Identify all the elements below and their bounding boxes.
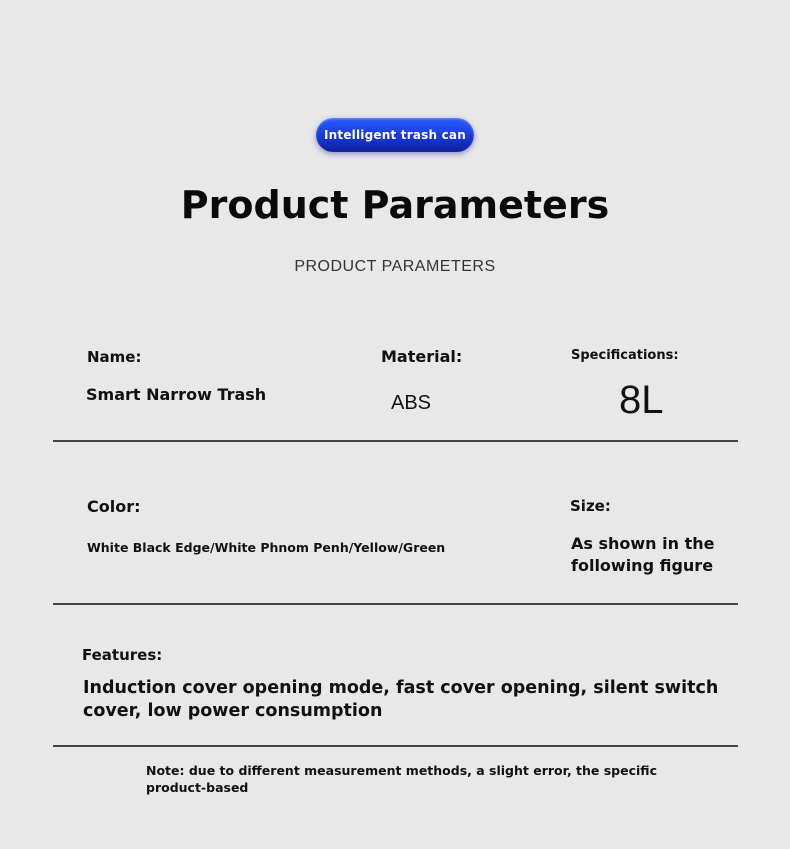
size-value-line2: following figure [571,556,714,575]
category-badge: Intelligent trash can [316,118,474,152]
material-value: ABS [391,392,432,414]
name-value: Smart Narrow Trash [86,385,267,404]
color-label: Color: [87,497,141,516]
divider [53,745,738,747]
note-line1: Note: due to different measurement methods, a slight error, the specific [146,763,657,778]
size-value-line1: As shown in the [571,534,715,553]
features-line2: cover, low power consumption [83,701,383,721]
name-label: Name: [87,348,142,366]
material-label: Material: [381,347,463,366]
measurement-note [146,762,657,796]
features-value [83,677,718,723]
features-line1: Induction cover opening mode, fast cover opening, silent switch [83,678,719,698]
divider [53,440,738,442]
specifications-label: Specifications: [571,348,679,363]
divider [53,603,738,605]
page-title: Product Parameters [180,183,610,227]
page-subtitle: PRODUCT PARAMETERS [294,258,496,275]
note-line2: product-based [146,780,249,795]
size-label: Size: [570,497,611,515]
specifications-value: 8L [619,378,664,422]
features-label: Features: [82,646,163,664]
color-value: White Black Edge/White Phnom Penh/Yellow/Green [87,540,446,555]
size-value [571,533,714,577]
